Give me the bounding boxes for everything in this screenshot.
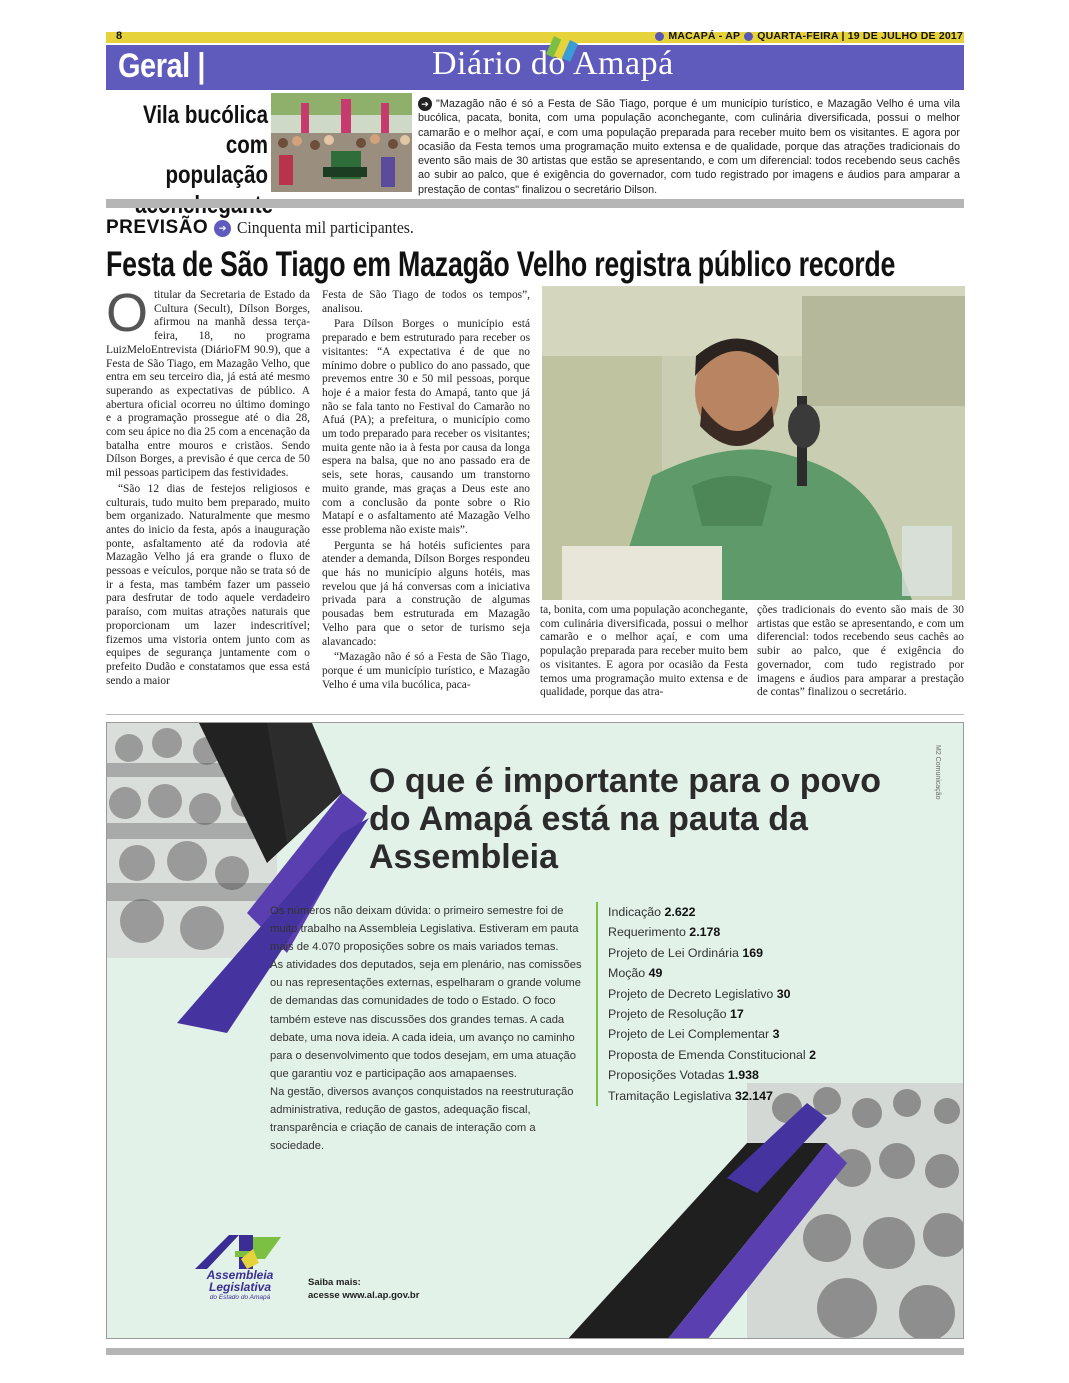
footer-bar — [106, 1348, 964, 1355]
secretary-photo — [542, 286, 965, 600]
stat-item: Moção 49 — [608, 966, 663, 981]
article-headline: Festa de São Tiago em Mazagão Velho registra público recorde — [106, 245, 896, 284]
ad-paragraph: Na gestão, diversos avanços conquistados na reestruturação administrativa, redução de gastos, adequação fiscal, transparência e criação de canais de interação com a sociedade. — [270, 1085, 574, 1153]
stat-item: Projeto de Lei Ordinária 169 — [608, 945, 764, 960]
ad-more-info: Saiba mais: acesse www.al.ap.gov.br — [308, 1277, 420, 1301]
teaser-title: Vila bucólica com população — [143, 101, 268, 189]
divider — [106, 714, 964, 715]
assembly-logo-text: Assembleia Legislativa do Estado do Amapá — [206, 1268, 274, 1301]
section-title: Geral | — [118, 47, 206, 85]
ad-website-link[interactable]: acesse www.al.ap.gov.br — [308, 1290, 420, 1301]
ad-paragraph: As atividades dos deputados, seja em plenário, nas comissões ou nas representações externas, espelharam o grande volume de demandas das comunidades de todo o Estado. O foco também esteve nas discussões dos grandes temas. A cada debate, uma nova ideia. A cada ideia, um avanço no caminho para o desenvolvimento que todos desejam, em uma atuação que garantiu voz e participação aos amapaenses. — [270, 959, 582, 1080]
bullet-icon — [655, 32, 664, 41]
kicker-label: PREVISÃO — [106, 217, 209, 238]
stat-item: Requerimento 2.178 — [608, 925, 721, 940]
location: MACAPÁ - AP — [668, 30, 741, 42]
ad-body — [270, 902, 590, 1155]
article-column-3 — [540, 604, 748, 702]
stat-item: Indicação 2.622 — [608, 905, 696, 919]
paragraph: Festa de São Tiago de todos os tempos”, analisou. — [322, 289, 530, 315]
arrow-icon: ➔ — [418, 97, 432, 111]
ad-paragraph: Os números não deixam dúvida: o primeiro semestre foi de muito trabalho na Assembleia Legislativa. Estiveram em pauta mais de 4.070 proposições sobre os mais variados temas. — [270, 905, 579, 954]
stat-item: Proposições Votadas 1.938 — [608, 1068, 759, 1083]
teaser-quote: ➔ "Mazagão não é só a Festa de São Tiago, porque é um município turístico, e Mazagão Velho é uma vila bucólica, pacata, bonita, com uma população aconchegante, com culinária diversificada, possui o melhor camarão e o melhor açaí, e com uma população preparada para receber muito bem os visitantes. E agora por ocasião da Festa temos uma programação muito extensa e de qualidade, porque das atrações tradicionais do evento são mais de 30 artistas que estão se apresentando, e com um diferencial: todos recebendo seus cachês ao subir ao palco, que é exigência do governador, com tudo registrado por imagens e áudios para amparar a prestação de contas" finalizou o secretário Dilson. — [418, 98, 960, 196]
divider — [106, 199, 964, 208]
paragraph: “Mazagão não é só a Festa de São Tiago, porque é um município turístico, e Mazagão Velho é uma vila bucólica, paca- — [322, 651, 530, 691]
arrow-icon: ➔ — [214, 220, 231, 237]
stat-item: Tramitação Legislativa 32.147 — [608, 1088, 773, 1103]
article-column-2 — [322, 289, 530, 694]
newspaper-brand: Diário do Amapá — [432, 45, 674, 82]
stat-item: Proposta de Emenda Constitucional 2 — [608, 1047, 817, 1062]
article-column-4 — [757, 604, 964, 702]
stat-item: Projeto de Resolução 17 — [608, 1007, 744, 1022]
stat-item: Projeto de Decreto Legislativo 30 — [608, 986, 791, 1001]
crowd-photo — [271, 93, 412, 192]
date: QUARTA-FEIRA | 19 DE JULHO DE 2017 — [757, 30, 963, 42]
ad-title: O que é importante para o povo do Amapá está na pauta da Assembleia — [369, 762, 881, 876]
kicker-subtitle: Cinquenta mil participantes. — [237, 218, 414, 237]
article-column-1 — [106, 283, 310, 690]
kicker — [106, 217, 429, 239]
paragraph: ta, bonita, com uma população aconchegante, com culinária diversificada, possui o melhor camarão e o melhor açaí, e com uma população preparada para receber muito bem os visitantes. E agora por ocasião da Festa temos uma programação muito extensa e de qualidade, porque das atra- — [540, 604, 748, 699]
paragraph: Para Dílson Borges o município está preparado e bem estruturado para receber os visitantes: “A expectativa é de que no mínimo dobre o publico do ano passado, que prevemos entre 30 e 50 mil pessoas, porque hoje é a maior festa do Amapá, tanto que já não se fala tanto no Festival do Camarão no Afuá (PA); a prefeitura, o município como um todo preparado para receber os visitantes; muita gente não ia à festa por causa da longa espera na balsa, que no ano passado era de seis, sete horas, causando um transtorno muito grande, mas graças a Deus este ano com a conclusão da ponte sobre o Rio Matapí e o asfaltamento até Mazagão Velho esse problema não existe mais”. — [322, 318, 530, 536]
dateline — [655, 30, 963, 42]
paragraph: Otitular da Secretaria de Estado da Cultura (Secult), Dílson Borges, afirmou na manhã dessa terça-feira, 18, no programa LuizMeloEntrevista (DiárioFM 90.9), que a Festa de São Tiago, em Mazagão Velho, que entra em seu terceiro dia, já está até mesmo superando as expectativas de público. A abertura oficial ocorreu no último domingo e a programação prossegue até o dia 28, com seu ápice no dia 25 com a encenação da batalha entre mouros e cristãos. Sendo Dílson Borges, a previsão é que cerca de 50 mil pessoas participem das festividades. — [106, 283, 310, 480]
paragraph: “São 12 dias de festejos religiosos e culturais, tudo muito bem preparado, muito bem organizado. Naturalmente que mesmo antes do inicio da festa, após a inauguração ponte, asfaltamento até da rodovia até Mazagão Velho já era grande o fluxo de pessoas e veículos, porque não se trata só de ir a festa, mas também fazer um passeio para desfrutar de todo aquele verdadeiro paraíso, com muitas atrações naturais que proporcionam um lazer indescritível; fizemos uma vistoria ontem junto com as equipes de segurança juntamente com o prefeito Dudão e constatamos que essa está sendo a maior — [106, 482, 310, 687]
paragraph: ções tradicionais do evento são mais de 30 artistas que estão se apresentando, e com um diferencial: todos recebendo seus cachês ao subir ao palco, que é exigência do governador, com tudo registrado por imagens e áudios para amparar a prestação de contas” finalizou o secretário. — [757, 604, 964, 699]
paragraph: Pergunta se há hotéis suficientes para atender a demanda, Dílson Borges respondeu que hás no município alguns hotéis, mas revelou que já há conversas com a iniciativa privada para a construção de algumas pousadas bem estruturada em Mazagão Velho para que o setor de turismo seja alavancado: — [322, 539, 530, 648]
stat-item: Projeto de Lei Complementar 3 — [608, 1027, 780, 1042]
stats-list — [596, 902, 896, 1106]
bullet-icon — [744, 32, 753, 41]
ad-credit: M2 Comunicação — [934, 745, 941, 800]
page-number: 8 — [116, 30, 123, 42]
dropcap: O — [106, 283, 149, 343]
